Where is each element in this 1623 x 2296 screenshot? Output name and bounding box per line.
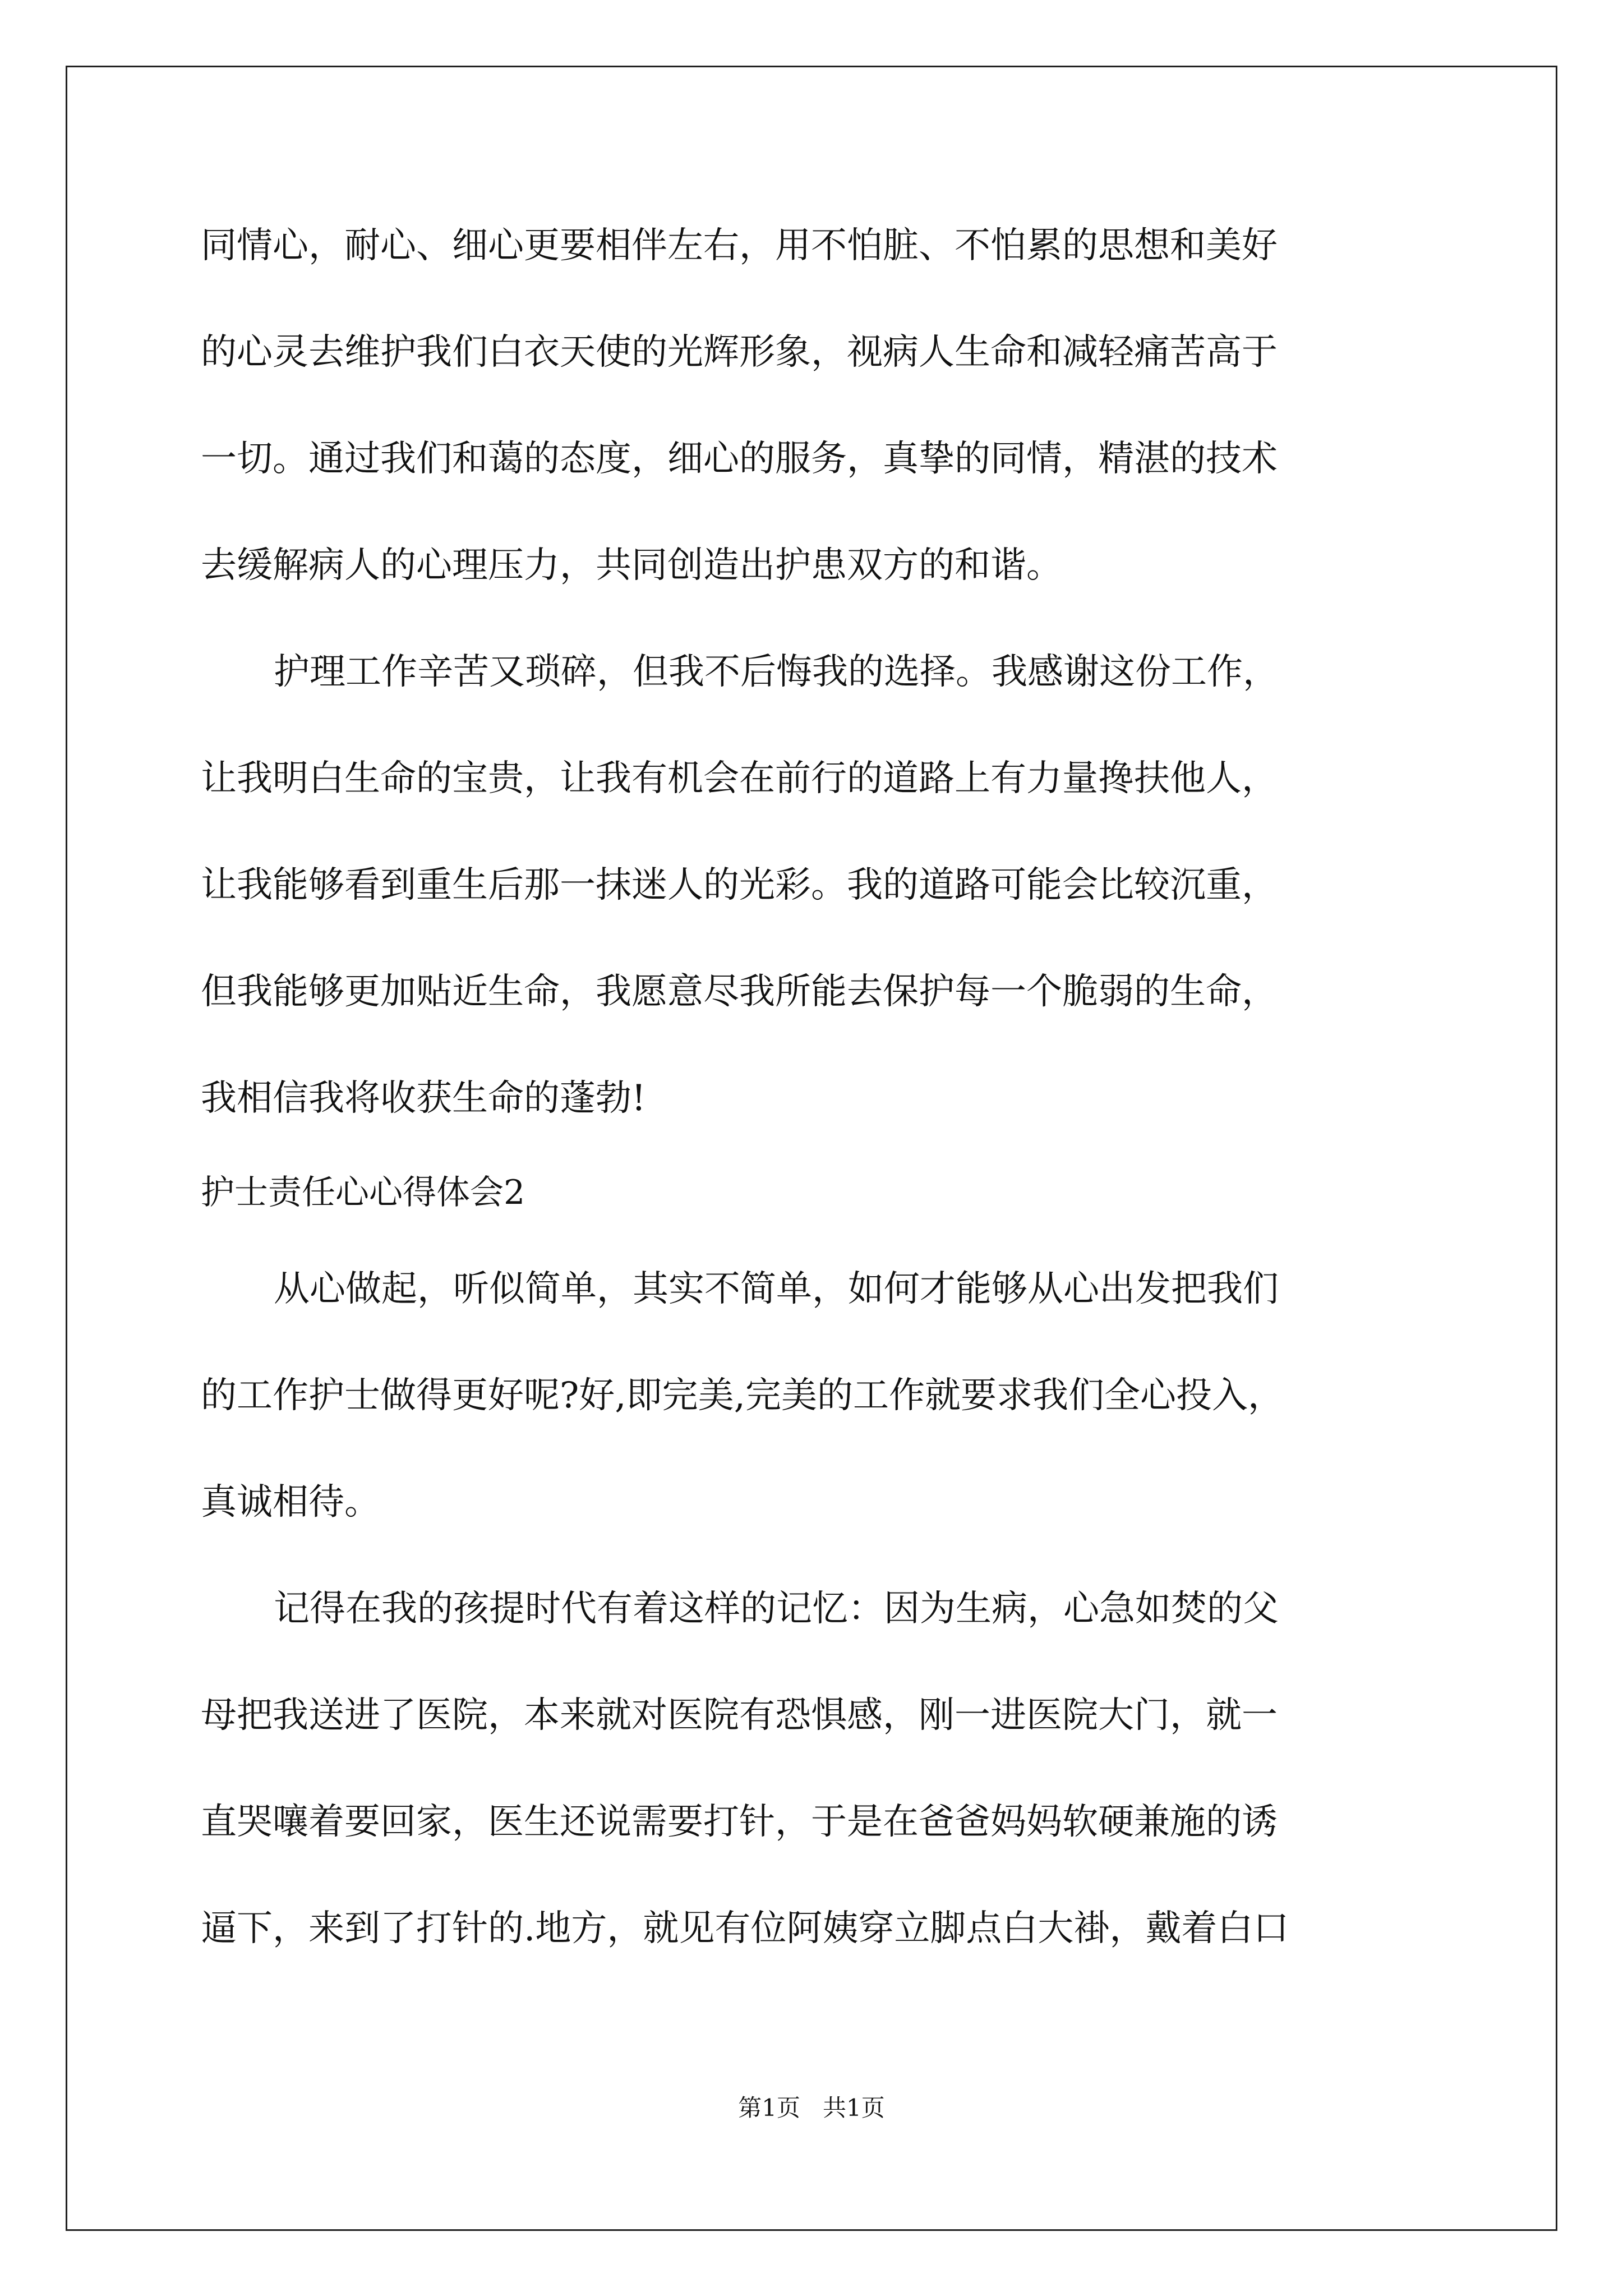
paragraph-line: 真诚相待。 — [201, 1481, 380, 1523]
paragraph-line: 让我能够看到重生后那一抹迷人的光彩。我的道路可能会比较沉重， — [201, 864, 1278, 906]
paragraph-line: 护理工作辛苦又琐碎，但我不后悔我的选择。我感谢这份工作， — [274, 651, 1279, 693]
paragraph-line: 的工作护士做得更好呢?好,即完美,完美的工作就要求我们全心投入， — [201, 1375, 1284, 1416]
page-number: 第1页 — [738, 2094, 800, 2122]
paragraph-line: 我相信我将收获生命的蓬勃! — [201, 1078, 646, 1119]
paragraph-line: 让我明白生命的宝贵，让我有机会在前行的道路上有力量搀扶他人， — [201, 758, 1278, 799]
paragraph-line: 记得在我的孩提时代有着这样的记忆：因为生病，心急如焚的父 — [274, 1588, 1279, 1630]
paragraph-line: 一切。通过我们和蔼的态度，细心的服务，真挚的同情，精湛的技术 — [201, 438, 1278, 480]
section-heading: 护士责任心心得体会2 — [201, 1173, 525, 1212]
paragraph-line: 逼下，来到了打针的.地方，就见有位阿姨穿立脚点白大褂，戴着白口 — [201, 1908, 1289, 1949]
paragraph-line: 但我能够更加贴近生命，我愿意尽我所能去保护每一个脆弱的生命， — [201, 971, 1278, 1013]
page-total: 共1页 — [823, 2094, 885, 2122]
paragraph-line: 母把我送进了医院，本来就对医院有恐惧感，刚一进医院大门，就一 — [201, 1695, 1278, 1736]
paragraph-line: 从心做起，听似简单，其实不简单，如何才能够从心出发把我们 — [274, 1268, 1279, 1310]
paragraph-line: 直哭嚷着要回家，医生还说需要打针，于是在爸爸妈妈软硬兼施的诱 — [201, 1801, 1278, 1843]
paragraph-line: 同情心，耐心、细心更要相伴左右，用不怕脏、不怕累的思想和美好 — [201, 225, 1278, 266]
paragraph-line: 的心灵去维护我们白衣天使的光辉形象，视病人生命和减轻痛苦高于 — [201, 332, 1278, 373]
paragraph-line: 去缓解病人的心理压力，共同创造出护患双方的和谐。 — [201, 545, 1062, 586]
page-footer — [0, 2092, 1623, 2124]
